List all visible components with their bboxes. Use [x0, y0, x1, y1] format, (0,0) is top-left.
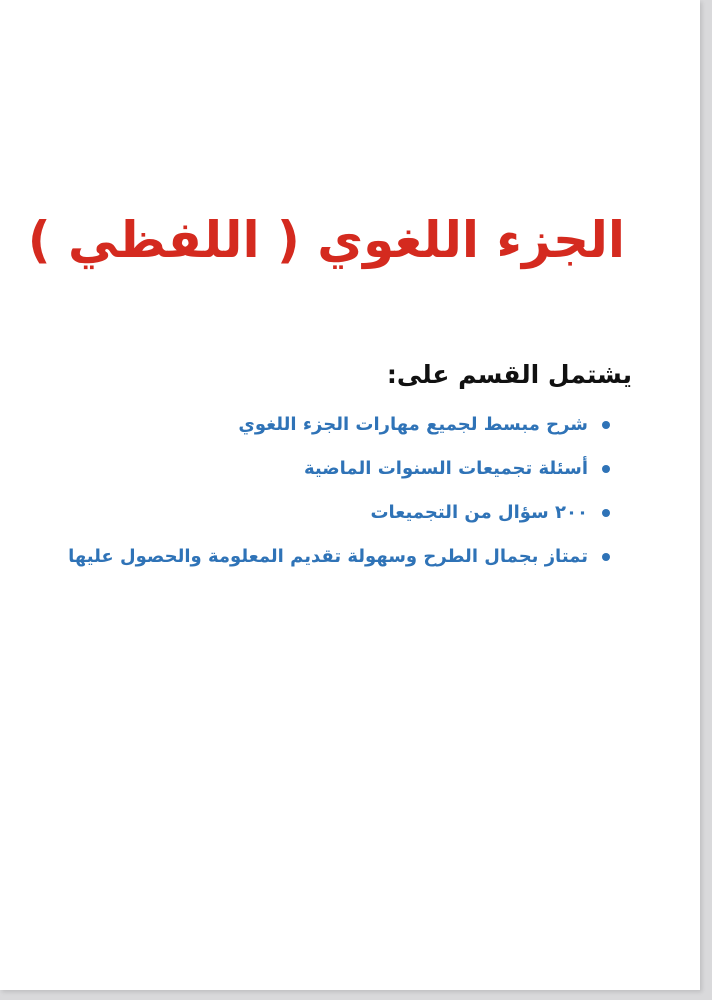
- list-item: [68, 452, 610, 496]
- bullet-icon: [602, 465, 610, 473]
- list-item-text: ٢٠٠ سؤال من التجميعات: [370, 502, 588, 523]
- page-title: الجزء اللغوي ( اللفظي ): [27, 211, 625, 269]
- bullet-icon: [602, 509, 610, 517]
- list-item: [68, 496, 610, 540]
- feature-list: [68, 408, 610, 584]
- list-item: [68, 540, 610, 584]
- section-intro: يشتمل القسم على:: [386, 360, 632, 389]
- list-item-text: تمتاز بجمال الطرح وسهولة تقديم المعلومة والحصول عليها: [68, 546, 588, 567]
- list-item: [68, 408, 610, 452]
- list-item-text: شرح مبسط لجميع مهارات الجزء اللغوي: [238, 414, 588, 435]
- list-item-text: أسئلة تجميعات السنوات الماضية: [304, 458, 588, 479]
- bullet-icon: [602, 553, 610, 561]
- bullet-icon: [602, 421, 610, 429]
